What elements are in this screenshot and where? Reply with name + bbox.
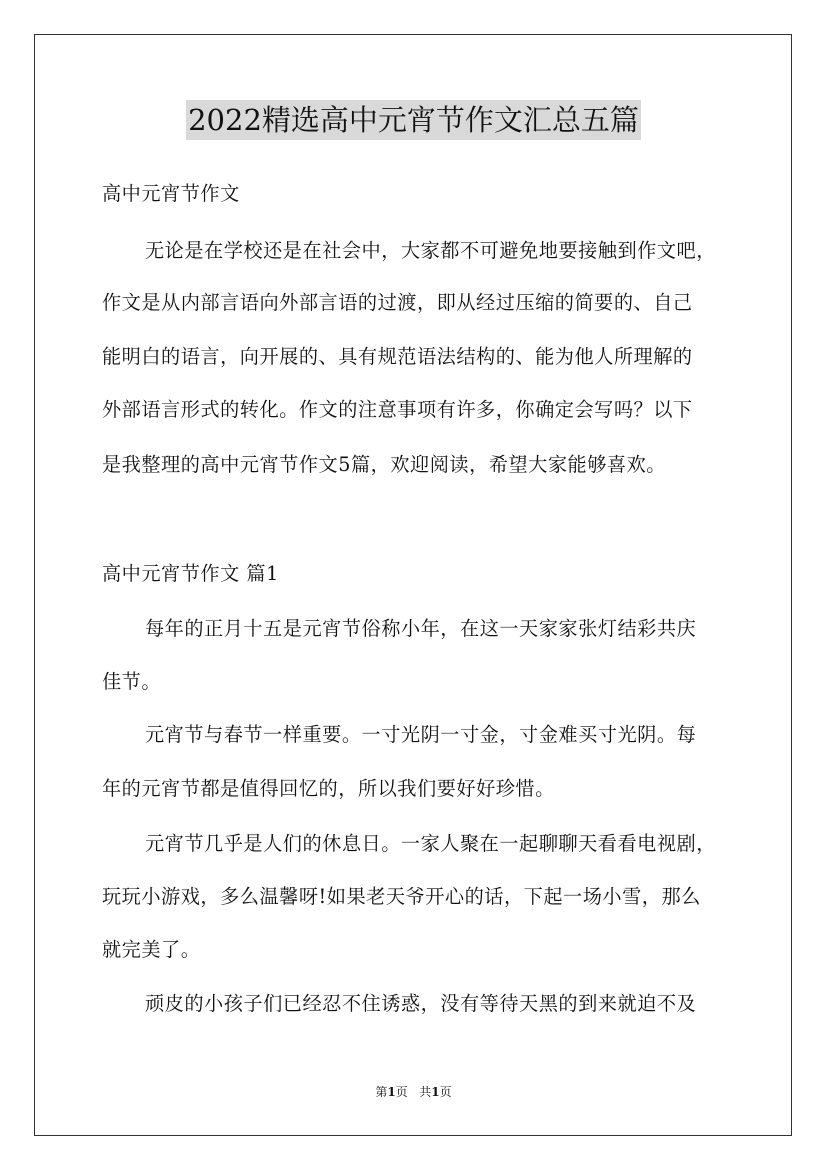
- paragraph-line: 元宵节几乎是人们的休息日。一家人聚在一起聊聊天看看电视剧，: [145, 832, 716, 855]
- section-heading: 高中元宵节作文 篇1: [102, 562, 279, 585]
- paragraph-line: 年的元宵节都是值得回忆的，所以我们要好好珍惜。: [102, 777, 555, 800]
- paragraph-line: 顽皮的小孩子们已经忍不住诱惑，没有等待天黑的到来就迫不及: [145, 992, 697, 1015]
- paragraph-line: 能明白的语言，向开展的、具有规范语法结构的、能为他人所理解的: [102, 345, 693, 368]
- section-heading: 高中元宵节作文: [102, 182, 240, 205]
- page-label: 第1页: [375, 1085, 408, 1099]
- title-container: [0, 100, 827, 140]
- paragraph-line: 玩玩小游戏，多么温馨呀!如果老天爷开心的话，下起一场小雪，那么: [102, 885, 701, 908]
- paragraph-line: 就完美了。: [102, 938, 201, 961]
- paragraph-line: 佳节。: [102, 670, 162, 693]
- paragraph-line: 作文是从内部言语向外部言语的过渡，即从经过压缩的简要的、自己: [102, 291, 693, 314]
- paragraph-line: 是我整理的高中元宵节作文5篇，欢迎阅读，希望大家能够喜欢。: [102, 453, 666, 476]
- paragraph-line: 每年的正月十五是元宵节俗称小年，在这一天家家张灯结彩共庆: [145, 617, 697, 640]
- document-title: 2022精选高中元宵节作文汇总五篇: [186, 100, 641, 140]
- total-pages-label: 共1页: [419, 1085, 452, 1099]
- paragraph-line: 元宵节与春节一样重要。一寸光阴一寸金，寸金难买寸光阴。每: [145, 723, 697, 746]
- paragraph-line: 外部语言形式的转化。作文的注意事项有许多，你确定会写吗？以下: [102, 398, 693, 421]
- page-footer: [0, 1083, 827, 1101]
- paragraph-line: 无论是在学校还是在社会中，大家都不可避免地要接触到作文吧，: [145, 239, 716, 262]
